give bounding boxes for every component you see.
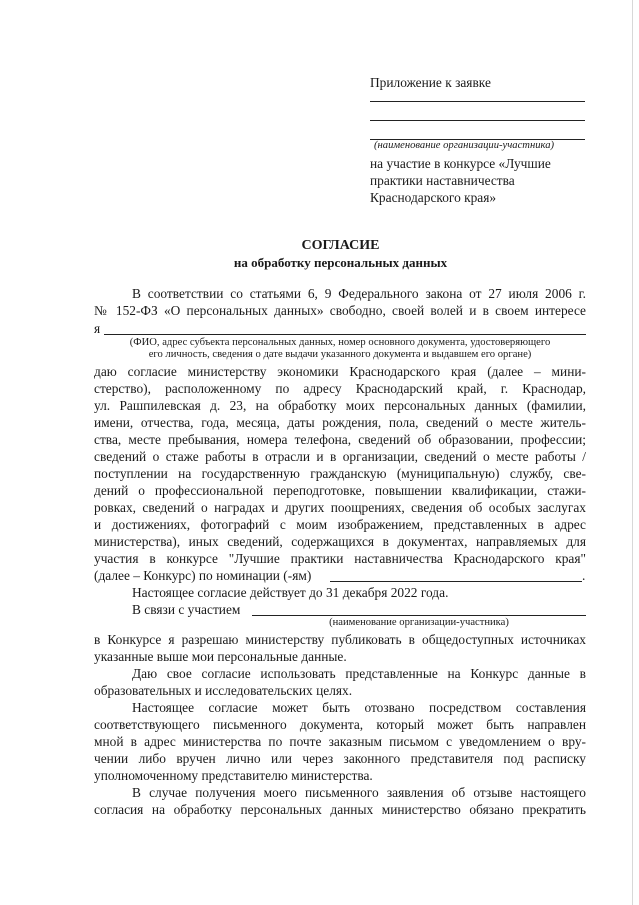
contest-line-1: на участие в конкурсе «Лучшие <box>370 156 551 171</box>
publish-line-1: в Конкурсе я разрешаю министерству публиковать в общедоступных источниках <box>94 632 586 647</box>
body-line: поступлении на государственную гражданскую (муниципальную) службу, све- <box>94 466 586 481</box>
body-line: ровках, сведений о наградах и других поощрениях, сведения об особых заслугах <box>94 500 586 515</box>
body-line: ства, месте пребывания, номера телефона, сведений об образовании, профессии; <box>94 432 586 447</box>
consent-use-line-1: Даю свое согласие использовать представленные на Конкурс данные в <box>132 666 586 681</box>
fio-caption-2: его личность, сведения о дате выдачи указанного документа и выдавшем его органе) <box>148 349 532 360</box>
validity-text: Настоящее согласие действует до 31 декабря 2022 года. <box>132 585 449 600</box>
fio-caption-1: (ФИО, адрес субъекта персональных данных, номер основного документа, удостоверяющего <box>129 337 551 348</box>
body-line: министерства), иных сведений, содержащихся в документах, направляемых для <box>94 534 586 549</box>
consent-use-line-2: образовательных и исследовательских целях. <box>94 683 353 698</box>
nomination-blank-line <box>330 581 582 582</box>
contest-line-2: практики наставничества <box>370 173 515 188</box>
participation-prefix: В связи с участием <box>132 602 241 617</box>
contest-line-3: Краснодарского края» <box>370 190 497 205</box>
revoke-line: мной в адрес министерства по почте заказным письмом с уведомлением о вру- <box>94 734 586 749</box>
body-line: стерство), расположенному по адресу Краснодарский край, г. Краснодар, <box>94 381 586 396</box>
org-blank-line-1 <box>370 101 585 102</box>
intro-line-1: В соответствии со статьями 6, 9 Федерального закона от 27 июля 2006 г. <box>132 286 586 301</box>
body-line: даю согласие министерству экономики Краснодарского края (далее – мини- <box>94 364 586 379</box>
body-line: и достижениях, фотографий с моим изображением, представленных в адрес <box>94 517 586 532</box>
body-line: дений о профессиональной переподготовке, повышении квалификации, стажи- <box>94 483 586 498</box>
body-line: имени, отчества, года, месяца, даты рождения, пола, сведений о месте житель- <box>94 415 586 430</box>
publish-line-2: указанные выше мои персональные данные. <box>94 649 347 664</box>
appendix-label: Приложение к заявке <box>370 75 491 90</box>
nomination-label: (далее – Конкурс) по номинации (-ям) <box>94 568 312 583</box>
org-blank-line-2 <box>370 120 585 121</box>
body-line: ул. Рашпилевская д. 23, на обработку моих персональных данных (фамилии, <box>94 398 586 413</box>
document-subtitle: на обработку персональных данных <box>233 255 448 270</box>
final-line-1: В случае получения моего письменного заявления об отзыве настоящего <box>132 785 586 800</box>
revoke-line: чении либо вручен лично или через законного представителя под расписку <box>94 751 586 766</box>
document-title: СОГЛАСИЕ <box>301 238 380 253</box>
org-caption: (наименование организации-участника) <box>374 140 555 151</box>
body-line: участия в конкурсе "Лучшие практики наставничества Краснодарского края" <box>94 551 586 566</box>
revoke-line: соответствующего письменного документа, который может быть направлен <box>94 717 586 732</box>
revoke-line: уполномоченному представителю министерства. <box>94 768 373 783</box>
revoke-line: Настоящее согласие может быть отозвано посредством составления <box>132 700 586 715</box>
intro-line-2: № 152-ФЗ «О персональных данных» свободно, своей волей и в своем интересе <box>94 303 586 318</box>
body-line: сведений о стаже работы в отрасли и в организации, сведений о месте работы / <box>94 449 586 464</box>
fio-blank-line <box>104 334 586 335</box>
participation-caption: (наименование организации-участника) <box>329 617 509 628</box>
intro-line-3-prefix: я <box>94 321 101 336</box>
final-line-2: согласия на обработку персональных данных министерство обязано прекратить <box>94 802 586 817</box>
nomination-period: . <box>582 568 586 583</box>
page-edge-shadow <box>632 0 633 905</box>
